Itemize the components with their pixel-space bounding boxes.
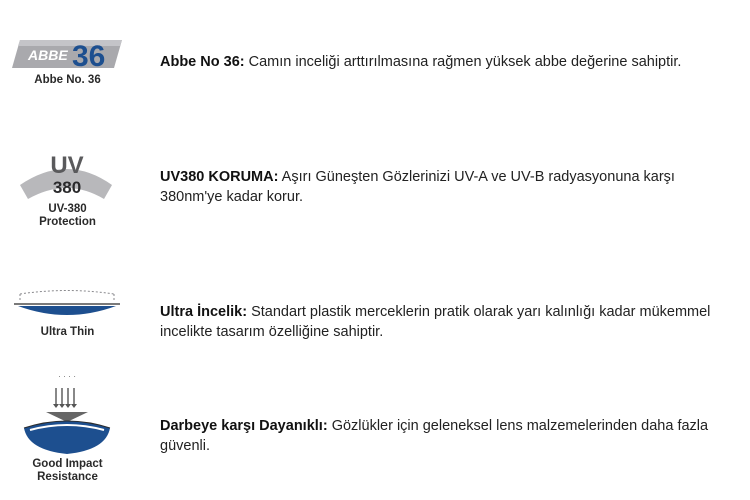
impact-description: [160, 416, 720, 456]
abbe-badge-prefix: ABBE: [28, 47, 68, 63]
feature-abbe: [0, 30, 750, 100]
uv-badge-number: 380: [52, 178, 82, 197]
svg-text:. . . .: . . . .: [58, 370, 76, 379]
feature-uv380: [0, 145, 750, 235]
impact-text: Gözlükler için geleneksel lens malzemelerinden daha fazla güvenli.: [160, 418, 709, 454]
impact-caption-line1: Good Impact: [32, 458, 103, 470]
ultra-thin-text: Standart plastik merceklerin pratik olarak yarı kalınlığı kadar mükemmel incelikte tasarım özelliğine sahiptir.: [160, 304, 711, 340]
feature-impact: [0, 370, 750, 490]
impact-caption-line2: Resistance: [37, 471, 98, 483]
abbe-description: [160, 52, 720, 72]
uv380-description: [160, 167, 720, 207]
uv-badge-top: UV: [50, 152, 84, 179]
impact-title: Darbeye karşı Dayanıklı:: [160, 418, 328, 434]
feature-ultra-thin: [0, 280, 750, 350]
uv-caption-line2: Protection: [39, 216, 96, 228]
uv-caption-line1: UV-380: [48, 203, 87, 215]
abbe-title: Abbe No 36:: [160, 54, 245, 70]
ultra-thin-caption: Ultra Thin: [40, 326, 95, 338]
abbe-36-icon: [0, 34, 135, 87]
uv380-title: UV380 KORUMA:: [160, 169, 279, 185]
abbe-caption: Abbe No. 36: [34, 74, 101, 86]
ultra-thin-description: [160, 302, 720, 342]
impact-resistance-icon: [0, 370, 135, 484]
uv380-icon: [0, 147, 135, 229]
abbe-badge-number: 36: [72, 40, 106, 73]
ultra-thin-lens-icon: [0, 284, 135, 339]
uv380-text: Aşırı Güneşten Gözlerinizi UV-A ve UV-B radyasyonuna karşı 380nm'ye kadar korur.: [160, 169, 675, 205]
abbe-text: Camın inceliği arttırılmasına rağmen yüksek abbe değerine sahiptir.: [248, 54, 682, 70]
ultra-thin-title: Ultra İncelik:: [160, 304, 248, 320]
